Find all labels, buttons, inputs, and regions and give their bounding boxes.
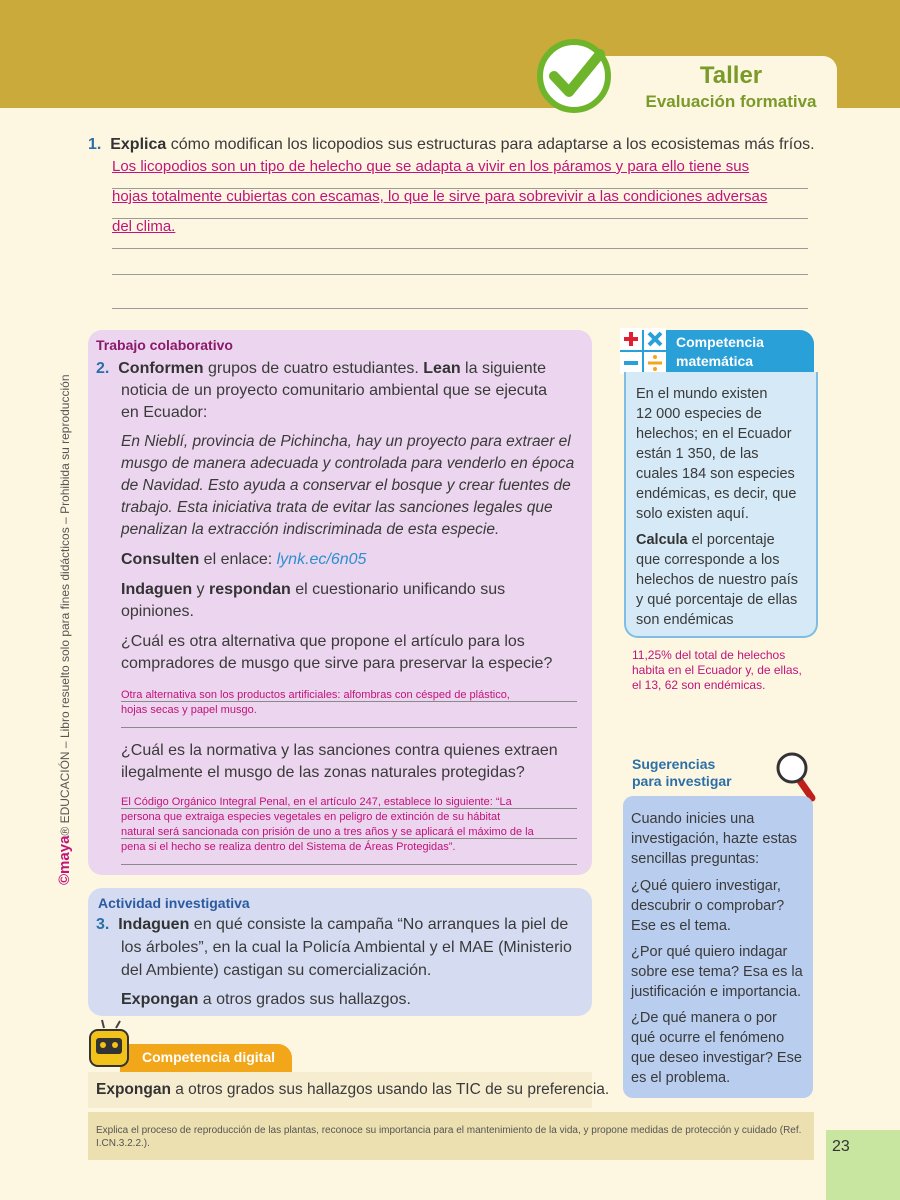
question-text: cómo modifican los licopodios sus estructuras para adaptarse a los ecosistemas más fríos. — [166, 136, 815, 153]
brand-name: ©maya — [56, 835, 73, 885]
math-line: solo existen aquí. — [636, 506, 749, 522]
math-competence-title: Competencia matemática — [676, 334, 764, 369]
curriculum-reference: Explica el proceso de reproducción de las plantas, reconoce su importancia para el mantenimiento de la vida, y propone medidas de protección y cuidado (Ref. I.CN.3.2.2.). — [96, 1125, 802, 1149]
suggestion-line: investigación, hazte estas — [631, 831, 798, 847]
math-line: 12 000 especies de — [636, 406, 762, 422]
answer-rule — [121, 838, 577, 839]
question-3-line: los árboles”, en la cual la Policía Ambiental y el MAE (Ministerio — [121, 939, 572, 956]
suggestion-line: descubrir o comprobar? — [631, 898, 785, 914]
answer-a-line: Otra alternativa son los productos artificiales: alfombras con césped de plástico, — [121, 689, 510, 701]
page-number: 23 — [832, 1138, 850, 1155]
workshop-subtitle: Evaluación formativa — [645, 92, 817, 111]
collaborative-heading: Trabajo colaborativo — [96, 337, 233, 353]
workshop-title: Taller — [699, 62, 763, 89]
answer-rule — [121, 864, 577, 865]
question-b-line: ¿Cuál es la normativa y las sanciones contra quienes extraen — [121, 742, 558, 759]
blank-line — [112, 244, 808, 275]
link-lynk[interactable]: lynk.ec/6n05 — [276, 551, 367, 568]
news-line: de Navidad. Esto ayuda a conservar el bosque y crear fuentes de — [121, 477, 571, 494]
math-operators-icon — [618, 326, 670, 376]
blank-line — [112, 278, 808, 309]
copyright-notice: ® EDUCACIÓN – Libro resuelto solo para fines didácticos – Prohibida su reproducción — [58, 374, 72, 836]
question-a-line: compradores de musgo que sirve para preservar la especie? — [121, 655, 553, 672]
suggestion-line: Ese es el tema. — [631, 918, 731, 934]
news-line: penalizan la extracción indiscriminada de esta especie. — [121, 521, 500, 538]
suggestion-line: sobre ese tema? Esa es la — [631, 964, 803, 980]
suggestion-line: justificación e importancia. — [631, 984, 802, 1000]
answer-a-line: hojas secas y papel musgo. — [121, 704, 257, 716]
math-line: están 1 350, de las — [636, 446, 759, 462]
question-3-line: del Ambiente) castigan su comercialización. — [121, 962, 432, 979]
math-line: En el mundo existen — [636, 386, 768, 402]
answer-b-line: natural será sancionada con prisión de uno a tres años y se aplicará el máximo de la — [121, 826, 534, 838]
suggestion-line: ¿De qué manera o por — [631, 1010, 777, 1026]
consult-line: Consulten el enlace: lynk.ec/6n05 — [121, 551, 367, 568]
question-verb: Explica — [110, 136, 167, 153]
digital-instruction: Expongan a otros grados sus hallazgos usando las TIC de su preferencia. — [96, 1081, 610, 1098]
question-3-line: Expongan a otros grados sus hallazgos. — [121, 991, 411, 1008]
math-line: que corresponde a los — [636, 552, 780, 568]
suggestion-line: Cuando inicies una — [631, 811, 755, 827]
answer-b-line: El Código Orgánico Integral Penal, en el artículo 247, establece lo siguiente: “La — [121, 796, 512, 808]
suggestion-line: ¿Por qué quiero indagar — [631, 944, 788, 960]
math-line: endémicas, es decir, que — [636, 486, 797, 502]
robot-icon — [84, 1018, 134, 1072]
answer-line: del clima. — [112, 218, 808, 249]
copyright-side-text — [56, 325, 73, 885]
suggestions-title: Sugerencias para investigar — [632, 756, 732, 789]
question-2-line: 2. Conformen grupos de cuatro estudiantes. Lean la siguiente — [96, 360, 546, 377]
digital-competence-label: Competencia digital — [142, 1049, 276, 1065]
question-2-line: noticia de un proyecto comunitario ambiental que se ejecuta — [121, 382, 548, 399]
suggestion-line: que deseo investigar? Ese — [631, 1050, 802, 1066]
news-line: musgo de manera adecuada y controlada para venderlo en época — [121, 455, 575, 472]
news-line: En Nieblí, provincia de Pichincha, hay un proyecto para extraer el — [121, 433, 571, 450]
answer-line: Los licopodios son un tipo de helecho que se adapta a vivir en los páramos y para ello tiene sus — [112, 158, 808, 189]
suggestion-line: qué ocurre el fenómeno — [631, 1030, 785, 1046]
instruction-line: opiniones. — [121, 603, 194, 620]
math-line: helechos de nuestro país — [636, 572, 799, 588]
news-line: trabajo. Esta iniciativa trata de evitar las sanciones legales que — [121, 499, 553, 516]
research-heading: Actividad investigativa — [98, 895, 250, 911]
question-3-line: 3. Indaguen en qué consiste la campaña “No arranques la piel de — [96, 916, 569, 933]
suggestion-line: es el problema. — [631, 1070, 731, 1086]
suggestion-line: ¿Qué quiero investigar, — [631, 878, 781, 894]
math-line: helechos; en el Ecuador — [636, 426, 792, 442]
answer-rule — [121, 727, 577, 728]
math-line: son endémicas — [636, 612, 734, 628]
math-line: Calcula el porcentaje — [636, 532, 775, 548]
answer-rule — [121, 808, 577, 809]
math-answer: 11,25% del total de helechos habita en el Ecuador y, de ellas, el 13, 62 son endémicas. — [632, 648, 802, 692]
workshop-label — [585, 56, 837, 120]
math-line: cuales 184 son especies — [636, 466, 795, 482]
math-line: y qué porcentaje de ellas — [636, 592, 798, 608]
question-2-line: en Ecuador: — [121, 404, 208, 421]
answer-b-line: persona que extraiga especies vegetales en peligro de extinción de su hábitat — [121, 811, 501, 823]
question-a-line: ¿Cuál es otra alternativa que propone el artículo para los — [121, 633, 525, 650]
instruction-line: Indaguen y respondan el cuestionario unificando sus — [121, 581, 506, 598]
question-number: 1. — [88, 136, 102, 153]
answer-line: hojas totalmente cubiertas con escamas, lo que le sirve para sobrevivir a las condiciones adversas — [112, 188, 808, 219]
question-b-line: ilegalmente el musgo de las zonas naturales protegidas? — [121, 764, 525, 781]
suggestion-line: sencillas preguntas: — [631, 851, 760, 867]
answer-b-line: pena si el hecho se realiza dentro del Sistema de Áreas Protegidas”. — [121, 841, 456, 853]
checkmark-icon — [534, 36, 614, 116]
question-1 — [88, 136, 818, 154]
answer-rule — [121, 701, 577, 702]
